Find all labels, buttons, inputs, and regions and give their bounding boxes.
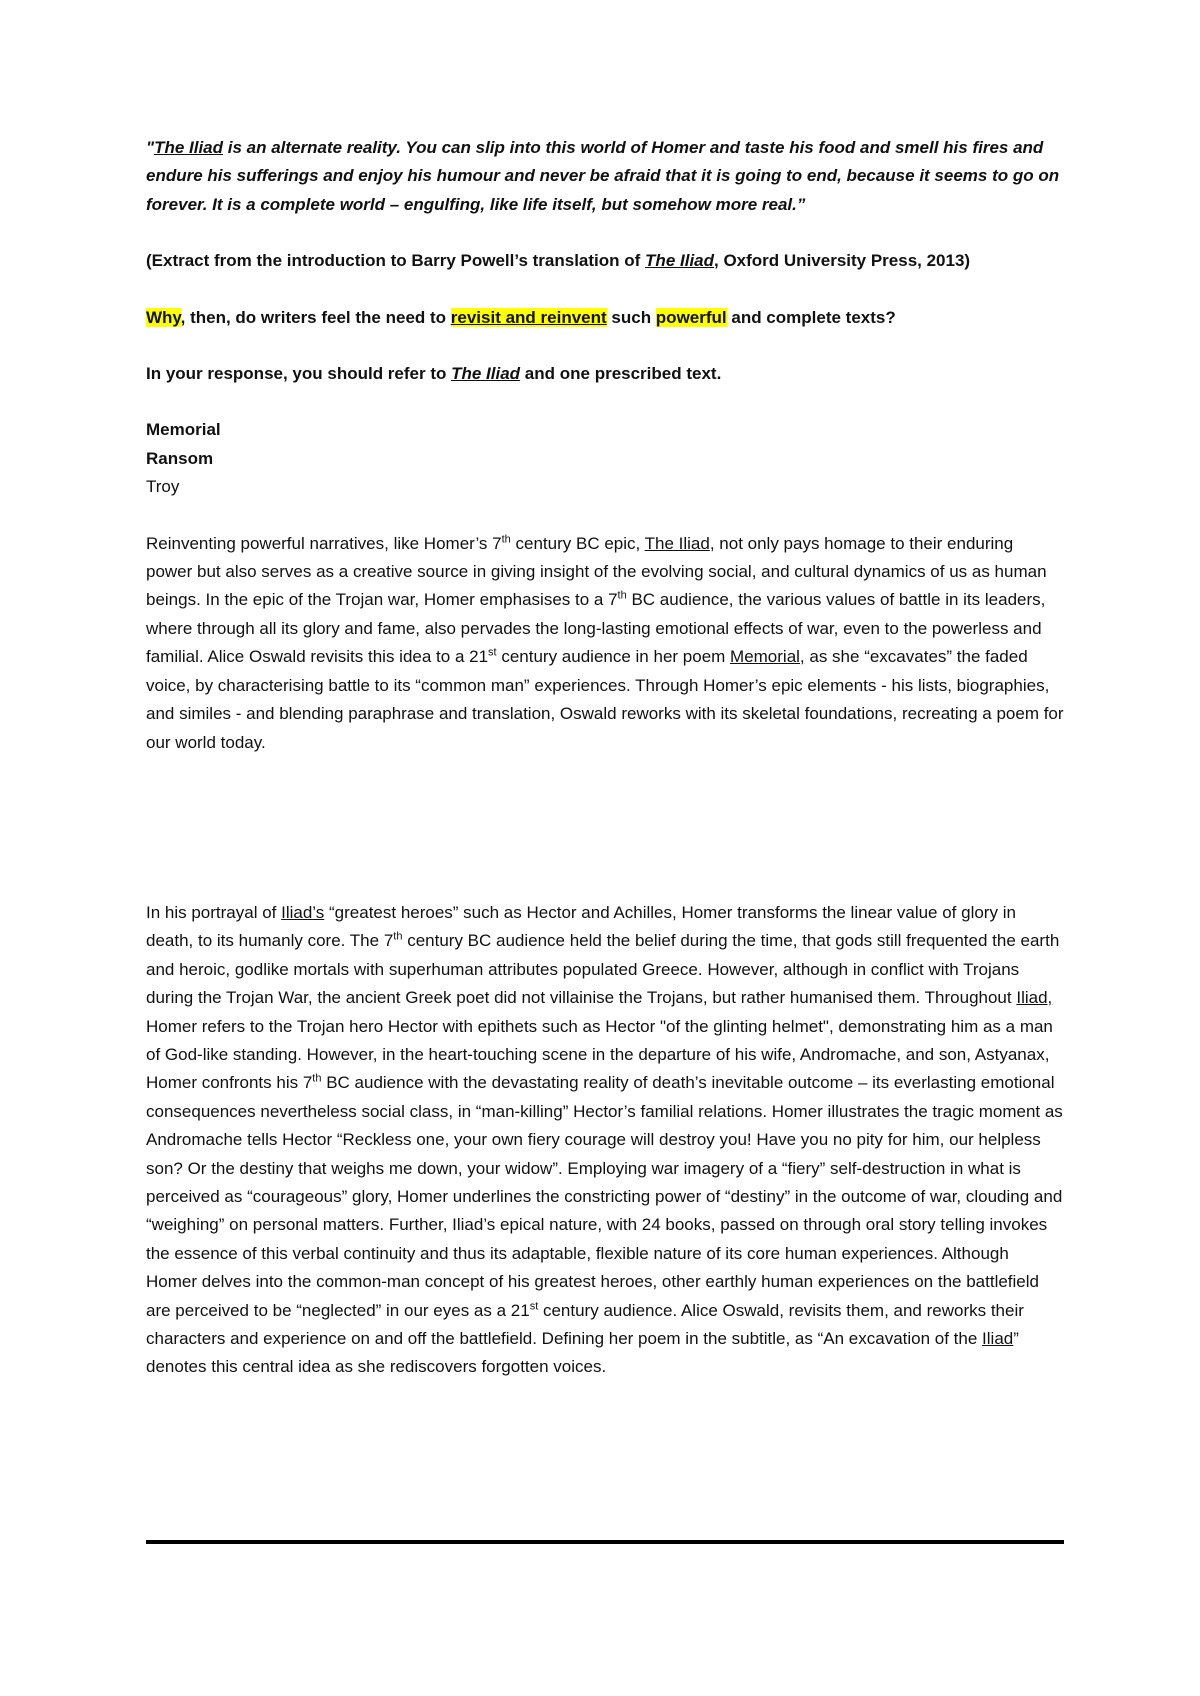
horizontal-rule (146, 1540, 1064, 1544)
highlight-revisit: revisit and reinvent (450, 307, 607, 327)
quote-source: (Extract from the introduction to Barry Powell’s translation of The Iliad, Oxford University Press, 2013) (146, 251, 971, 271)
text-troy: Troy (146, 477, 180, 497)
highlight-why: Why (146, 307, 181, 327)
prescribed-texts-list (146, 416, 1064, 501)
iliad-title: The Iliad (644, 533, 710, 553)
paragraph-body: In his portrayal of Iliad’s “greatest heroes” such as Hector and Achilles, Homer transforms the linear value of glory in death, to its humanly core. The 7th century BC audience held the belief during the time, that gods still frequented the earth and heroic, godlike mortals with superhuman attributes populated Greece. However, although in conflict with Trojans during the Trojan War, the ancient Greek poet did not villainise the Trojans, but rather humanised them. Throughout Iliad, Homer refers to the Trojan hero Hector with epithets such as Hector "of the glinting helmet", demonstrating him as a man of God-like standing. However, in the heart-touching scene in the departure of his wife, Andromache, and son, Astyanax, Homer confronts his 7th BC audience with the devastating reality of death’s inevitable outcome – its everlasting emotional consequences nevertheless social class, in “man-killing” Hector’s familial relations. Homer illustrates the tragic moment as Andromache tells Hector “Reckless one, your own fiery courage will destroy you! Have you no pity for him, our helpless son? Or the destiny that weighs me down, your widow”. Employing war imagery of a “fiery” self-destruction in what is perceived as “courageous” glory, Homer underlines the constricting power of “destiny” in the outcome of war, clouding and “weighing” on personal matters. Further, Iliad’s epical nature, with 24 books, passed on through oral story telling invokes the essence of this verbal continuity and thus its adaptable, flexible nature of its core human experiences. Although Homer delves into the common-man concept of his greatest heroes, other earthly human experiences on the battlefield are perceived to be “neglected” in our eyes as a 21st century audience. Alice Oswald, revisits them, and reworks their characters and experience on and off the battlefield. Defining her poem in the subtitle, as “An excavation of the Iliad” denotes this central idea as she rediscovers forgotten voices. (146, 902, 1063, 1377)
quote-title: The Iliad (154, 138, 224, 157)
source-title: The Iliad (645, 251, 715, 271)
memorial-title: Memorial, (730, 647, 805, 667)
text-ransom: Ransom (146, 448, 214, 468)
instruction: In your response, you should refer to The Iliad and one prescribed text. (146, 364, 722, 384)
opening-quote: "The Iliad is an alternate reality. You can slip into this world of Homer and taste his food and smell his fires and endure his sufferings and enjoy his humour and never be afraid that it is going to end, because it seems to go on forever. It is a complete world – engulfing, like life itself, but somehow more real.” (146, 138, 1060, 214)
essay-question: Why, then, do writers feel the need to revisit and reinvent such powerful and complete texts? (146, 307, 896, 327)
text-memorial: Memorial (146, 420, 221, 440)
highlight-powerful: powerful (655, 307, 727, 327)
paragraph-introduction: Reinventing powerful narratives, like Homer’s 7th century BC epic, The Iliad, not only pays homage to their enduring power but also serves as a creative source in giving insight of the evolving social, and cultural dynamics of us as human beings. In the epic of the Trojan war, Homer emphasises to a 7th BC audience, the various values of battle in its leaders, where through all its glory and fame, also pervades the long-lasting emotional effects of war, even to the powerless and familial. Alice Oswald revisits this idea to a 21st century audience in her poem Memorial, as she “excavates” the faded voice, by characterising battle to its “common man” experiences. Through Homer’s epic elements - his lists, biographies, and similes - and blending paraphrase and translation, Oswald reworks with its skeletal foundations, recreating a poem for our world today. (146, 533, 1064, 752)
instruction-title: The Iliad (451, 364, 521, 384)
document-body (146, 134, 1064, 1382)
